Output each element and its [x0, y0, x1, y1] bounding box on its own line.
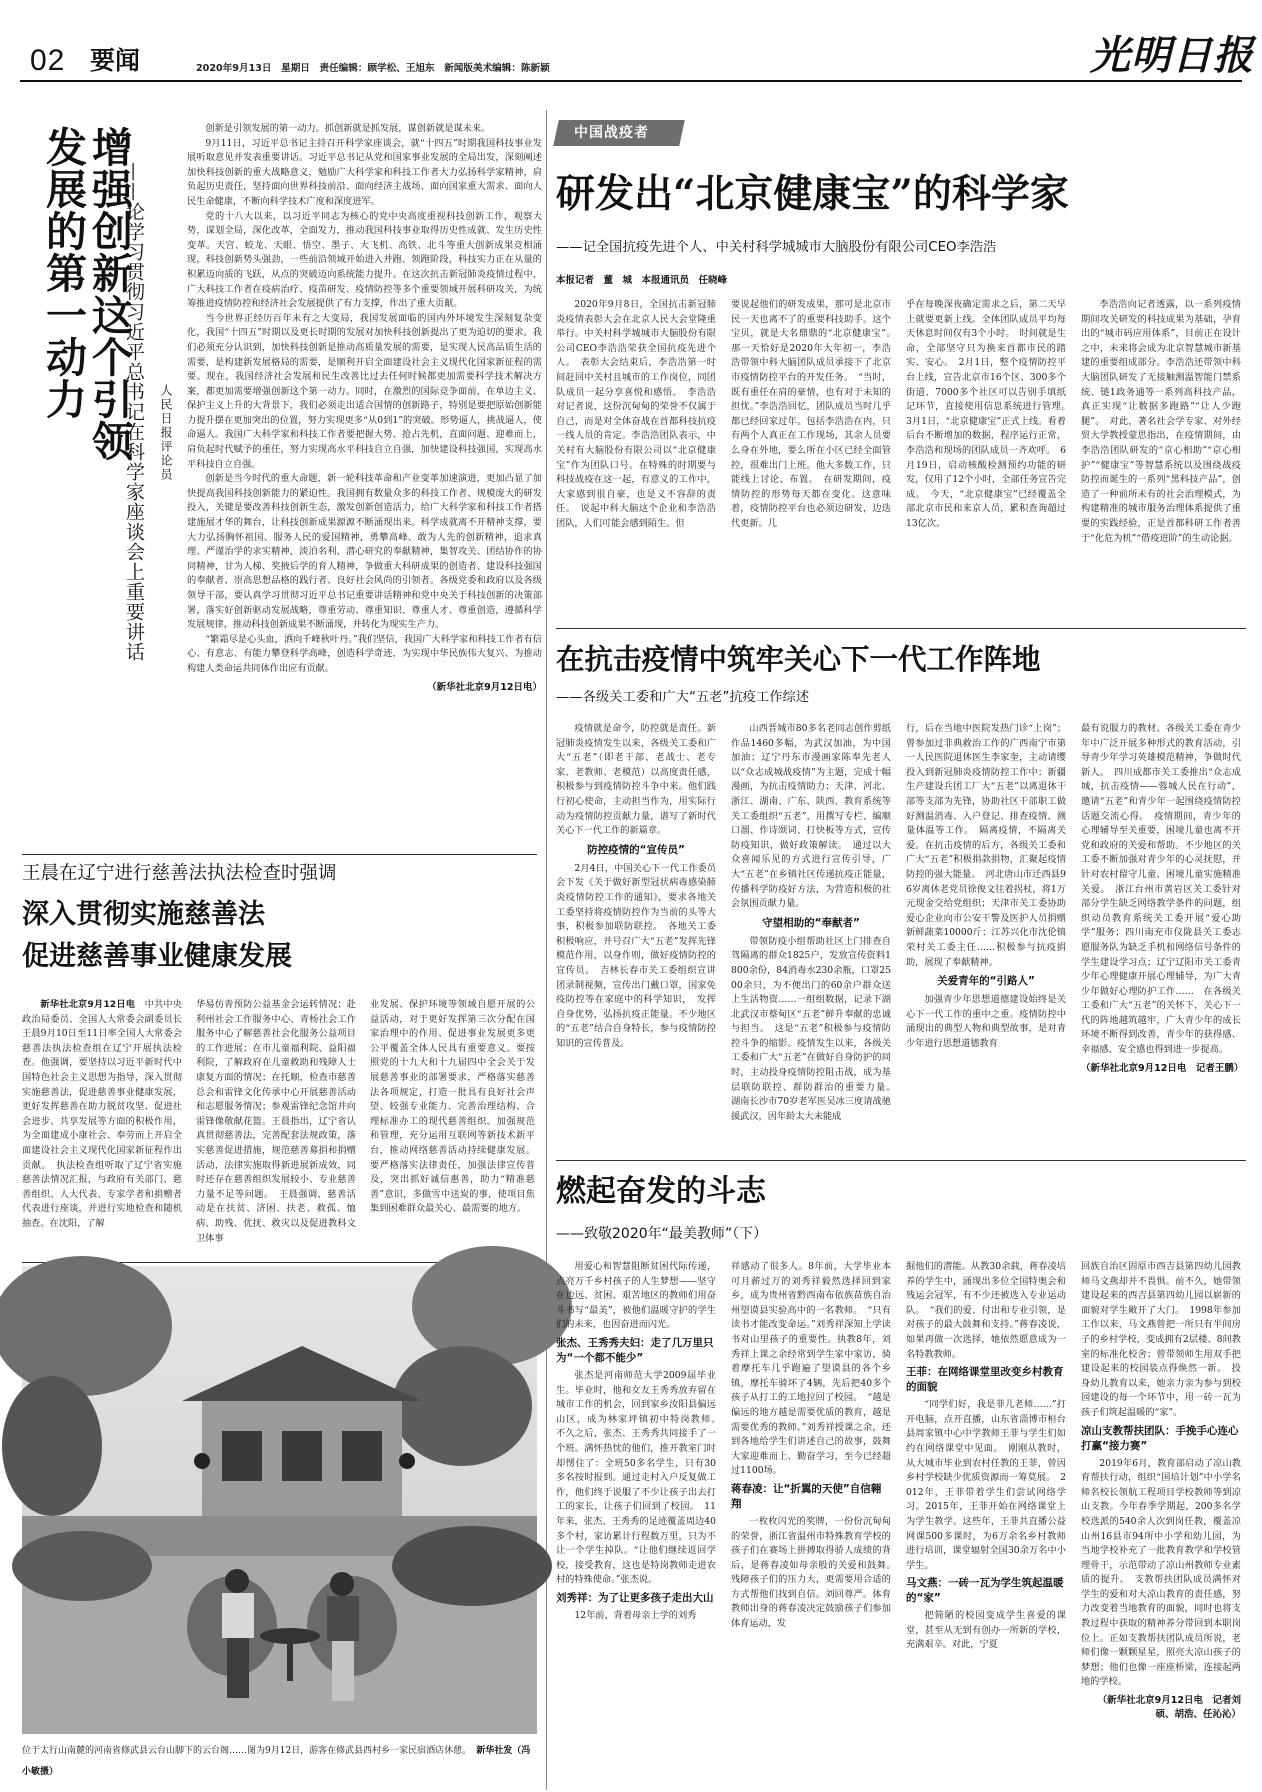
section-name: 要闻: [90, 46, 141, 75]
masthead: [0, 0, 1262, 80]
guandong-col-1: [556, 722, 716, 1150]
page-number: 02: [30, 44, 66, 77]
commentary-para-6: “繁霜尽是心头血，洒向千峰秋叶丹。”我们坚信，我国广大科学家和科技工作者有信心、有意志、有能力攀登科学高峰，创造科学奇迹，为实现中华民族伟大复兴、为推动构建人类命运共同体作出应有贡献。: [187, 633, 542, 674]
commentary-title-line-1: 增强创新这个引领: [85, 126, 133, 462]
guandong-subhead-3: 关爱青年的“引路人”: [937, 975, 1035, 988]
charity-col-1: [22, 998, 182, 1253]
teachers-col2a: 祥感动了很多人。8年前，大学毕业本可月薪过万的刘秀祥毅然选择回到家乡，成为贵州省黔西南布依族苗族自治州望谟县实验高中的一名教师。 “只有读书才能改变命运。”刘秀祥深知上学读书对山里孩子的重要性。执教8年，刘秀祥上课之余经常到学生家中家访，骑着摩托车几乎跑遍了望谟县的各个乡镇，摩托车骑坏了4辆，先后把40多个孩子从打工的工地拉回了校园。 “越是偏远的地方越是需要优质的教育，越是需要优秀的教师。”刘秀祥授课之余，还到各地给学生们讲述自己的故事，鼓舞大家迎难而上、勤奋学习，至今已经超过1100场。: [731, 1261, 891, 1477]
charity-col3-text: 业发展、保护环境等领域自愿开展的公益活动，对于更好发挥第三次分配在国家治理中的作用、促进事业发展更多更公平覆盖全体人民具有重要意义。要按照党的十九大和十九届四中全会关于发展慈善事业的部署要求，严格落实慈善法各项规定，打造一批具有良好社会声望、较强专业能力、完善治理结构、合理标准办工的现代慈善组织。加强规范和管理，充分运用互联网等新技术新平台，推动网络慈善活动持续健康发展。要严格落实法律责任，加强法律宣传普及，突出抓好诚信惠善，助力“精准慈善”意识，多做雪中送炭的事，使项目焦集到困难群众最关心、最需要的地方。: [370, 999, 535, 1215]
teachers-col1b: 张杰是河南师范大学2009届毕业生。毕业时，他和女友王秀秀放弃留在城市工作的机会，回到家乡汝阳县偏远山区，成为林家坪镇初中特岗教师。 不久之后，张杰、王秀秀共同接手了一个班。满怀热忱的他们，推开教室门时却愣住了：全班50多名学生，只有30多名按时报到。通过走村入户反复做工作，他们终于说服了不少让孩子出去打工的家长，让孩子们回到了校园。 11年来，张杰、王秀秀的足迹覆盖周边40多个村，家访累计行程数万里，只为不让一个学生掉队。“让他们继续返回学校，接受教育，这也是特岗教师走进农村的特殊使命。”张杰说。: [556, 1369, 726, 1586]
teachers-col4a: 回族自治区固原市西吉县第四幼儿园教师马文燕却并不畏惧。前不久，她带领建设起来的西吉县第四幼儿园以崭新的面貌对学生敞开了大门。 1998年参加工作以来，马文燕曾把一所只有半间房子的乡村学校，变成拥有2层楼、8间教室的标准化校舍；曾带领师生用双手把建设起来的校园装点得焕然一新。 投身幼儿教育以来，她亲力亲为参与到校园建设的每一个环节中，用一砖一瓦为孩子们筑起温暖的“家”。: [1081, 1261, 1241, 1418]
charity-kicker: 王晨在辽宁进行慈善法执法检查时强调: [22, 863, 337, 884]
teachers-dateline: （新华社北京9月12日电 记者刘硕、胡浩、任沁沁）: [1097, 1695, 1241, 1721]
commentary-para-1: 创新是引领发展的第一动力。抓创新就是抓发展，谋创新就是谋未来。: [205, 123, 491, 134]
scientist-col3-text: 乎在每晚深夜确定需求之后，第二天早上就要更新上线。全体团队成员平均每天休息时间仅有3个小时。 时间就是生命，全部坚守只为换来首都市民的踏实、安心。 2月1日，整个疫情防控平台上线，宣告北京市16个区、300多个街道、7000多个社区可以告别手填纸记环节，直接使用信息系统进行管理。 3月1日，“北京健康宝”正式上线。看着后台不断增加的数据，程序运行正常，李浩浩和现场的团队成员一齐欢呼。 6月19日，启动核酸检测预约功能的研发，仅用了12个小时，全部任务宣告完成。 今天，“北京健康宝”已经覆盖全部北京市民和来京人员，累积查询超过13亿次。: [906, 299, 1076, 529]
scientist-col-1: [556, 298, 716, 618]
scientist-col2-text: 要说起他们的研发成果，那可是北京市民一天也离不了的重要科技助手。这个宝贝，就是大名鼎鼎的“北京健康宝”。 那一天恰好是2020年大年初一，李浩浩带领中科大脑团队成员承接下了北京市疫情防控平台的开发任务。 “当时，既有重任在肩的豪情，也有对于未知的担忧。”李浩浩回忆，团队成员当时几乎都已经回家过年。包括李浩浩在内，只有两个人真正在工作现场，其余人员要么身在外地，要么所在小区已经全面管控，很难出门上班。他大多数工作，只能线上讨论、布置。 在研发期间，疫情防控的形势每天都在变化。这意味着，疫情防控平台也必须边研发，边迭代更新。几: [731, 299, 901, 529]
commentary-para-4: 当今世界正经历百年未有之大变局，我国发展面临的国内外环境发生深刻复杂变化，我国“十四五”时期以及更长时期的发展对加快科技创新提出了更为迫切的要求。我们必须充分认识到，加快科技创新是推动高质量发展的需要，是实现人民高品质生活的需要，是构建新发展格局的需要，是顺利开启全面建设社会主义现代化国家新征程的需要。现在，我国经济社会发展和民生改善比过去任何时候都更加需要科学技术解决方案，都更加需要增强创新这个第一动力。同时，在激烈的国际竞争面前，在单边主义、保护主义上升的大背景下，我们必须走出适合国情的创新路子，特别是要把原始创新能力提升摆在更加突出的位置，努力实现更多“从0到1”的突破。形势逼人，挑战逼人，使命逼人。我国广大科学家和科技工作者要把握大势、抢占先机，直面问题、迎难而上，肩负起时代赋予的重任，努力实现高水平科技自立自强，加快建设科技强国，实现高水平科技自立自强。: [187, 312, 542, 470]
teachers-subhead-2: 刘秀祥：为了让更多孩子走出大山: [556, 1591, 714, 1604]
guandong-dateline: （新华社北京9月12日电 记者王鹏）: [1081, 1062, 1244, 1074]
divider-teachers: [556, 1160, 1246, 1161]
scientist-subtitle: ——记全国抗疫先进个人、中关村科学城城市大脑股份有限公司CEO李浩浩: [556, 240, 997, 255]
commentary-article: [22, 116, 542, 848]
divider-guandong: [556, 628, 1246, 629]
newspaper-logo: 光明日报: [1090, 32, 1254, 79]
divider-charity: [22, 854, 537, 855]
scientist-byline: 本报记者 董 城 本报通讯员 任晓峰: [556, 275, 728, 286]
guandong-col2a: 山西晋城市80多名老同志创作剪纸作品1460多幅，为武汉加油，为中国加油；辽宁丹东市漫画家陈奉先老人以“众志成城战疫情”为主题，完成十幅漫画，为抗击疫情助力；天津、河北、浙江、湖南、广东、陕西、教育系统等关工委组织“五老”，用撰写专栏、编顺口溜、作诗颂词、打快板等方式，宣传防疫知识，做好政策解读。 通过以大众喜闻乐见的方式进行宣传引导，广大“五老”在乡镇社区传递抗疫正能量，传播科学防疫好方法，为营造积极的社会氛围贡献力量。: [731, 723, 891, 910]
guandong-col-2: [731, 722, 901, 1150]
masthead-info: 2020年9月13日 星期日 责任编辑：顾学松、王旭东 新闻版美术编辑：陈新颖: [196, 63, 550, 74]
guandong-col1a: 疫情就是命令，防控就是责任。新冠肺炎疫情发生以来，各级关工委和广大“五老”（即老干部、老战士、老专家、老教师、老模范）以高度责任感，积极参与到疫情防控斗争中来。他们践行初心使命，主动担当作为，用实际行动为疫情防控贡献力量，谱写了新时代关心下一代工作的新篇章。: [556, 723, 716, 837]
photo-caption: 位于太行山南麓的河南省修武县云台山脚下的云台阁……图为9月12日，游客在修武县西村乡一家民宿酒店休憩。: [22, 1746, 472, 1756]
scientist-article: [556, 118, 1246, 618]
commentary-subtitle: ——论学习贯彻习近平总书记在科学家座谈会上重要讲话: [123, 162, 145, 662]
news-photo: [22, 1266, 537, 1734]
commentary-dateline: （新华社北京9月12日电）: [427, 681, 542, 693]
charity-col1-text: 中共中央政治局委员、全国人大常委会副委员长王晨9月10日至11日率全国人大常委会慈善法执法检查组在辽宁开展执法检查。他强调，要坚持以习近平新时代中国特色社会主义思想为指导，深入贯彻实施慈善法，促进慈善事业健康发展，更好发挥慈善在助力脱贫攻坚、促进社会进步、共享发展等方面的积极作用，为全面建成小康社会、奉劳而上开启全面建设社会主义现代化国家新征程作出贡献。 执法检查组听取了辽宁省实施慈善法情况汇报，与政府有关部门、慈善组织、人大代表、专家学者和捐赠者代表进行座谈，并进行实地检查和随机抽查。在沈阳，了解: [22, 999, 182, 1229]
photo-caption-block: [22, 1738, 537, 1788]
guandong-article: [556, 640, 1246, 1150]
charity-col-2: [196, 998, 356, 1253]
charity-title-line-1: 深入贯彻实施慈善法: [22, 899, 265, 930]
teachers-col3b: “同学们好，我是菲儿老师……”打开电脑，点开直播，山东省淄博市桓台县周家镇中心中学教师王菲与学生们如约在网络课堂中见面。 刚刚从教时，从大城市毕业到农村任教的王菲，曾因乡村学校缺少优质资源而一筹莫展。 2012年，王菲带着学生们尝试网络学习。2015年，王菲开始在网络课堂上为学生教学。这些年，王菲共直播公益网课500多课时，为6万余名乡村教师进行培训，课堂辐射全国30余万名中小学生。: [906, 1399, 1066, 1571]
teachers-col3a: 掘他们的潜能。从教30余载，蒋春凌培养的学生中，涌现出多位全国特奥会和残运会冠军，有不少还被选入专业运动队。 “我们的爱、付出和专业引领，是对孩子的最大鼓舞和支持。”蒋春凌说，如果再做一次选择，她依然愿意成为一名特教教师。: [906, 1261, 1066, 1360]
commentary-title: [32, 126, 132, 846]
guandong-col-3: [906, 722, 1066, 1150]
guandong-col3a: 行，后在当地中医院发热门诊“上岗”；曾参加过非典救治工作的广西南宁市第一人民医院退休医生李家奎，主动请缨投入到新冠肺炎疫情防控工作中；新疆生产建设兵团工厂大“五老”以离退休干部等支部为先锋，协助社区干部职工做好测温消毒、入户登记、排查疫情、测量体温等工作。 隔离疫情，不隔离关爱。在抗击疫情的后方，各级关工委和广大“五老”积极捐款捐物，汇聚起疫情防控的强大能量。 河北唐山市迁西县96岁离休老党员徐俊文往着拐杖，将1万元现金交给党组织；天津市关工委协助爱心企业向市公安干警及医护人员捐赠新鲜蔬菜10000斤；江苏兴化市沈伦镇荣村关工委主任……积极参与抗疫捐助，展现了奉献精神。: [906, 723, 1066, 968]
teachers-subhead-1: 张杰、王秀秀夫妇：走了几万里只为“一个都不能少”: [556, 1336, 714, 1364]
teachers-col-2: [731, 1260, 901, 1786]
guandong-subhead-2: 守望相助的“奉献者”: [762, 916, 860, 929]
teachers-col-3: [906, 1260, 1066, 1786]
scientist-col1-text: 2020年9月8日，全国抗击新冠肺炎疫情表彰大会在北京人民大会堂隆重举行。中关村科学城城市大脑股份有限公司CEO李浩浩荣获全国抗疫先进个人。 表彰大会结束后，李浩浩第一时间赶回中关村且城市的工作岗位，同团队成员一起分享喜悦和感悟。 李浩浩对记者说，这份沉甸甸的荣誉不仅属于自己，而是对全体奋战在首都科技抗疫一线人员的肯定。李浩浩团队表示，中关村有大脑股份有限公司以“北京健康宝”作为团队口号。在特殊的时期要与科技战疫在这一起，有意义的工作中，大家感到很自豪，也是义不容辞的责任。 说起中科大脑这个企业和李浩浩团队，人们可能会感到陌生。但: [556, 299, 716, 529]
scientist-col4-text: 李浩浩向记者透露，以一系列疫情期间攻关研发的科技成果为基础，孕育出的“城市码应用体系”，目前正在设计之中，未来将会成为北京智慧城市新基建的重要组成部分。李浩浩还带领中科大脑团队研发了无接触测温智能门禁系统、链1政务通等一系列高科技产品，真正实现“让数据多跑路”“让人少跑腿”。 对此，著名社会学专家、对外经贸大学教授蒙思指出，在疫情期间，由李浩浩团队研发的“京心相助”“京心相护”“健康宝”等智慧系统以及围绕战疫防控而诞生的一系列“黑科技产品”，创造了一种前所未有的社会治理模式，为构建精准的城市服务治理体系提供了重要的实践经验，正是首都科研工作者善于“化危为机”“借疫进阶”的生动论据。: [1081, 299, 1241, 544]
teachers-col2b: 一枚枚闪光的奖牌，一份份沉甸甸的荣誉，浙江省温州市特殊教育学校的孩子们在赛场上拼搏取得骄人成绩的背后，是蒋春凌如母亲般的关爱和鼓舞。 残障孩子们的压力大，更需要用合适的方式帮他们找到自信。刘回尊严。体育教师出身的蒋春凌决定鼓励孩子们参加体育运动，发: [731, 1515, 901, 1630]
photo-credit: 新华社发（冯小敏摄）: [22, 1746, 531, 1777]
column-divider: [546, 110, 547, 1790]
masthead-rule: [20, 80, 1242, 82]
teachers-col1a: 用爱心和智慧阻断贫困代际传递，点亮万千乡村孩子的人生梦想——坚守在边远、贫困、艰苦地区的教师们用奋斗书写“最美”，被他们温暖守护的学生们的未来，也因奋进而闪光。: [556, 1261, 716, 1331]
teachers-subhead-6: 凉山支教帮扶团队：手挽手心连心打赢“接力赛”: [1081, 1424, 1239, 1452]
teachers-article: [556, 1172, 1246, 1786]
teachers-title: 燃起奋发的斗志: [556, 1174, 766, 1209]
charity-article: [22, 862, 537, 1258]
commentary-para-3: 党的十八大以来，以习近平同志为核心的党中央高度重视科技创新工作，观察大势，谋划全局，深化改革，全面发力，推动我国科技事业取得历史性成就、发生历史性变革。天宫、蛟龙、天眼、悟空、墨子、大飞机、高铁、北斗等重大创新成果竞相涌现，科技创新势头强劲，一些前沿领域开始进入并跑、领跑阶段，科技实力正在从量的积累迈向质的飞跃，从点的突破迈向系统能力提升。在这次抗击新冠肺炎疫情过程中，广大科技工作者在疫病治疗、疫苗研发、疫情防控等多个重要领域开展科研攻关，为统筹推进疫情防控和经济社会发展提供了有力支撑，作出了重大贡献。: [187, 210, 542, 310]
guandong-col3b: 加强青少年思想道德建设始终是关心下一代工作的重中之重。疫情防控中涌现出的典型人物和典型故事，是对青少年进行思想道德教育: [906, 994, 1066, 1049]
commentary-para-5: 创新是当今时代的重大命题，新一轮科技革命和产业变革加速演进，更加凸显了加快提高我国科技创新能力的紧迫性。我国拥有数量众多的科技工作者、规模庞大的研发投入，关键是要改善科技创新生态，激发创新创造活力，给广大科学家和科技工作者搭建施展才华的舞台，让科技创新成果源源不断涌现出来。科学成就离不开精神支撑，要大力弘扬胸怀祖国、服务人民的爱国精神，勇攀高峰、敢为人先的创新精神，追求真理、严谨治学的求实精神，淡泊名利、潜心研究的奉献精神，集智攻关、团结协作的协同精神，甘为人梯、奖掖后学的育人精神，争做重大科研成果的创造者、建设科技强国的奉献者、崇高思想品格的践行者、良好社会风尚的引领者。各级党委和政府以及各级领导干部，要认真学习贯彻习近平总书记重要讲话精神和党中央关于科技创新的决策部署，落实好创新驱动发展战略，尊重劳动、尊重知识、尊重人才、尊重创造，遵循科学发展规律，推动科技创新成果不断涌现，并转化为现实生产力。: [187, 473, 542, 631]
commentary-title-line-2: 发展的第一动力: [39, 126, 87, 420]
charity-col2-text: 华易仿青预防公益基金会运转情况；赴利州社会工作服务中心、青杨社会工作服务中心了解慈善社会化服务公益项目的工作进展；在市儿童福利院、益阳福利院，了解政府在儿童救助和残障人士康复方面的情况；在托顺，检查市慈善总会和雷锋文化传承中心开展慈善活动和志愿服务情况；参观雷锋纪念馆并向雷锋像敬献花篮。王晨指出，辽宁省认真贯彻慈善法，完善配套法规政策，落实慈善促进措施，规范慈善募捐和捐赠活动，法律实施取得新进展新成效，同时还存在慈善组织发展较小、专业慈善力量不足等问题。 王晨强调，慈善活动是在扶贫、济困、扶老、救孤、恤病、助残、优抚、救灾以及促进教科文卫体事: [196, 999, 356, 1244]
guandong-subhead-1: 防控疫情的“宣传员”: [587, 843, 685, 856]
teachers-subhead-4: 王菲：在网络课堂里改变乡村教育的面貌: [906, 1366, 1064, 1394]
guandong-title: 在抗击疫情中筑牢关心下一代工作阵地: [556, 642, 1041, 676]
charity-title: [22, 894, 292, 978]
scientist-col-4: [1081, 298, 1241, 618]
charity-col-3: [370, 998, 535, 1253]
teachers-subhead-3: 蒋春凌：让“折翼的天使”自信翱翔: [731, 1482, 882, 1510]
teachers-col-1: [556, 1260, 726, 1786]
teachers-col-4: [1081, 1260, 1241, 1786]
commentary-para-2: 9月11日，习近平总书记主持召开科学家座谈会，就“十四五”时期我国科技事业发展听取意见并发表重要讲话。习近平总书记从党和国家事业发展的全局出发，深刻阐述加快科技创新的重大战略意义，勉励广大科学家和科技工作者大力弘扬科学家精神，肩负起历史责任，坚持面向世界科技前沿、面向经济主战场、面向国家重大需求、面向人民生命健康，不断向科学技术广度和深度进军。: [187, 137, 542, 207]
charity-lead: 新华社北京9月12日电: [40, 999, 136, 1010]
guandong-col4: 最有说服力的教材。各级关工委在青少年中广泛开展多种形式的教育活动，引导青少年学习英雄模范精神，争做时代新人。 四川成都市关工委推出“众志成城，抗击疫情——蓉城人民在行动”，邀请“五老”和青少年一起围绕疫情防控话题交流心得。 疫情期间，青少年的心理辅导至关重要，困境儿童也离不开党和政府的关爱和帮助。不少地区的关工委不断加强对青少年的心灵抚慰，并针对农村留守儿童、困境儿童实施精准关爱。 浙江台州市黄岩区关工委针对部分学生缺乏网络教学条件的问题，组织动员教育系统关工委开展“爱心助学”服务；四川南充市仪陇县关工委志愿服务队为缺乏手机和网络信号条件的学生建设学习点；辽宁辽阳市关工委青少年心理健康开展心理辅导，为广大青少年做好心理防护工作…… 在各级关工委和广大“五老”的关怀下，关心下一代的阵地越筑越牢，广大青少年的成长环境不断得到改善，青少年的获得感、幸福感、安全感也得到进一步提高。: [1081, 723, 1241, 1056]
teachers-col1c: 12年前，背着母亲上学的刘秀: [574, 1609, 697, 1621]
scientist-title: 研发出“北京健康宝”的科学家: [556, 171, 1069, 217]
scientist-col-3: [906, 298, 1076, 618]
photo-illustration: [22, 1266, 537, 1734]
teachers-col4b: 2019年6月，教育部启动了凉山教育帮扶行动，组织“国培计划”中小学名师名校长领航工程项目学校教师等到凉山支教。今年春季学期起，200多名学校选派的540余人次到岗任教，覆盖凉山州16县市94所中小学和幼儿园，为当地学校补充了一批教育教学和学校管理骨干，示范带动了凉山州教师专业素质的提升。 支教帮扶团队成员满怀对学生的爱和对大凉山教育的责任感，努力改变着当地教育的面貌，同时也将支教过程中获取的精神养分带回到本职岗位上。正如支教帮扶团队成员所说，老师们像一颗颗星星，照亮大凉山孩子的梦想；他们也像一座座桥梁，连接起两地的学校。: [1081, 1457, 1241, 1688]
scientist-col-2: [731, 298, 901, 618]
guandong-col-4: [1081, 722, 1244, 1150]
guandong-col2b: 带领防疫小组帮助社区上门排查自驾隔离的群众1825户，发放宣传资料1800余份，84消毒水230余瓶，口罩2500余只，为不便出门的60余户群众送上生活物资……一组组数据，记录下湖北武汉市蔡甸区“五老”鲜升奉献的忠诚与担当。 这是“五老”积极参与疫情防控斗争的缩影。疫情发生以来，各级关工委和广大“五老”在做好自身防护的同时，主动投身疫情防控阻击战，成为基层联防联控、群防群治的重要力量。 湖南长沙市70岁老军医吴冰三度请战驰援武汉，因年龄太大未能成: [731, 935, 901, 1122]
teachers-subtitle: ——致敬2020年“最美教师”（下）: [556, 1226, 768, 1242]
column-tag-label: 中国战疫者: [574, 125, 649, 141]
commentary-body: [187, 122, 542, 822]
commentary-byline: 人民日报评论员: [159, 384, 173, 482]
charity-title-line-2: 促进慈善事业健康发展: [22, 941, 292, 972]
guandong-col1b: 2月4日，中国关心下一代工作委员会下发《关于做好新型冠状病毒感染肺炎疫情防控工作的通知》，要求各地关工委坚持将疫情防控作为当前的头等大事，积极参加联防联控。 各地关工委积极响应，并号召广大“五老”发挥先锋模范作用，以身作则，做好疫情防控的宣传员。 吉林长春市关工委组织宣讲团录制视频，宣传出门戴口罩，国家免疫防控等在家庭中的科学知识， 发挥自身优势，弘扬抗疫正能量。不少地区的“五老”结合自身特长，参与疫情防控知识的宣传普及。: [556, 862, 716, 1049]
guandong-subtitle: ——各级关工委和广大“五老”抗疫工作综述: [556, 690, 810, 705]
teachers-col3c: 把简陋的校园变成学生喜爱的课堂，甚至从无到有创办一所新的学校，充满艰辛。对此，宁夏: [906, 1610, 1066, 1651]
teachers-subhead-5: 马文燕：一砖一瓦为学生筑起温暖的“家”: [906, 1577, 1064, 1605]
